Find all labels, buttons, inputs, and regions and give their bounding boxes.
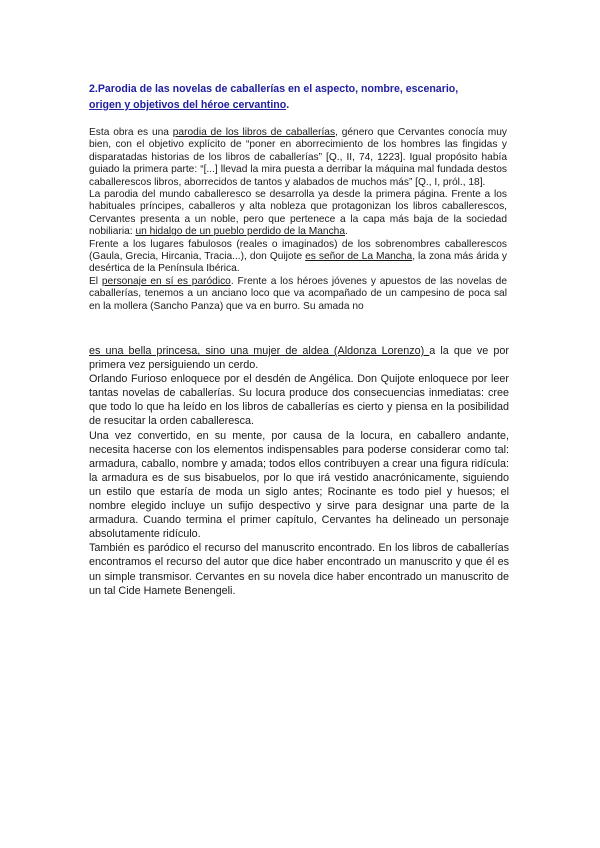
text-run: El — [89, 275, 102, 287]
underlined-phrase: parodia de los libros de caballerías — [172, 127, 336, 138]
underlined-phrase: es una bella princesa, sino una mujer de aldea (Aldonza Lorenzo) — [89, 345, 430, 357]
text-run: La parodia del mundo caballeresco se desarrolla ya desde la primera página. Frente a los habituales príncipes, caballeros y alta nobleza que protagonizan los libros caballerescos, Cervantes presenta a un noble, pero que pertenece a la capa más baja de la sociedad nobiliaria: — [89, 189, 507, 238]
text-run: . — [345, 226, 348, 238]
text-run: . Frente a los héroes jóvenes y apuestos de las novelas de caballerías, tenemos a un anciano loco que va acompañado de un campesino de poca sal en la mollera (Sancho Panza) que va en burro. Su amada no — [89, 275, 507, 312]
underlined-phrase: es señor de La Mancha — [305, 251, 413, 263]
text-run: , género que Cervantes conocía muy bien, con el objetivo explícito de “poner en aborrecimiento de los hombres las fingidas y disparatadas historias de los libros de caballerías” [Q., II, 74, 1223]. Igual propósito había guiado la primera parte: “[...] llevad la mira puesta a derribar la máquina mal fundada destos caballerescos libros, aborrecidos de tantos y alabados de muchos más” [Q., I, pról., 18]. — [89, 127, 508, 188]
heading-line-2: origen y objetivos del héroe cervantino — [89, 99, 287, 111]
paragraph-personaje — [89, 276, 507, 313]
section-heading — [89, 81, 509, 113]
paragraph-orlando: Orlando Furioso enloquece por el desdén de Angélica. Don Quijote enloquece por leer tantas novelas de caballerías. Su locura produce dos consecuencias inmediatas: cree que todo lo que ha leído en los libros de caballerías es cierto y piensa en la posibilidad de resucitar la orden caballeresca. — [89, 373, 509, 428]
text-run: a la que ve por primera vez persiguiendo un cerdo. — [89, 345, 509, 372]
text-run: Esta obra es una — [89, 127, 173, 138]
paragraph-mundo-caballeresco — [89, 189, 507, 239]
text-block-1 — [89, 127, 507, 313]
underlined-phrase: personaje en sí es paródico — [101, 275, 231, 287]
text-run: , la zona más árida y desértica de la Península Ibérica. — [89, 251, 508, 275]
paragraph-parodia — [89, 127, 507, 189]
text-block-2 — [89, 344, 509, 598]
paragraph-lugares — [89, 239, 507, 276]
page-gap — [80, 326, 520, 340]
heading-line-1: 2.Parodia de las novelas de caballerías en el aspecto, nombre, escenario, — [89, 83, 459, 95]
paragraph-caballero-andante: Una vez convertido, en su mente, por causa de la locura, en caballero andante, necesita hacerse con los elementos indispensables para poderse considerar como tal: armadura, caballo, nombre y amada; todos ellos contribuyen a crear una figura ridícula: la armadura es de sus bisabuelos, por lo que irá vestido anacrónicamente, siguiendo un estilo que estaría de moda un siglo antes; Rocinante es todo piel y huesos; el nombre elegido incluye un sufijo despectivo y sirve para designar una parte de la armadura. Cuando termina el primer capítulo, Cervantes ha delineado un personaje absolutamente ridículo. — [89, 429, 509, 541]
paragraph-manuscrito: También es paródico el recurso del manuscrito encontrado. En los libros de caballerías encontramos el recurso del autor que dice haber encontrado un manuscrito y que él es un simple transmisor. Cervantes en su novela dice haber encontrado un manuscrito de un tal Cide Hamete Benengeli. — [89, 542, 509, 597]
text-run: Frente a los lugares fabulosos (reales o imaginados) de los sobrenombres caballerescos (Gaula, Grecia, Hircania, Tracia...), don Quijote — [89, 238, 507, 263]
underlined-phrase: un hidalgo de un pueblo perdido de la Mancha — [135, 226, 346, 238]
paragraph-aldonza — [89, 344, 509, 372]
heading-line-2-end: . — [286, 99, 290, 111]
